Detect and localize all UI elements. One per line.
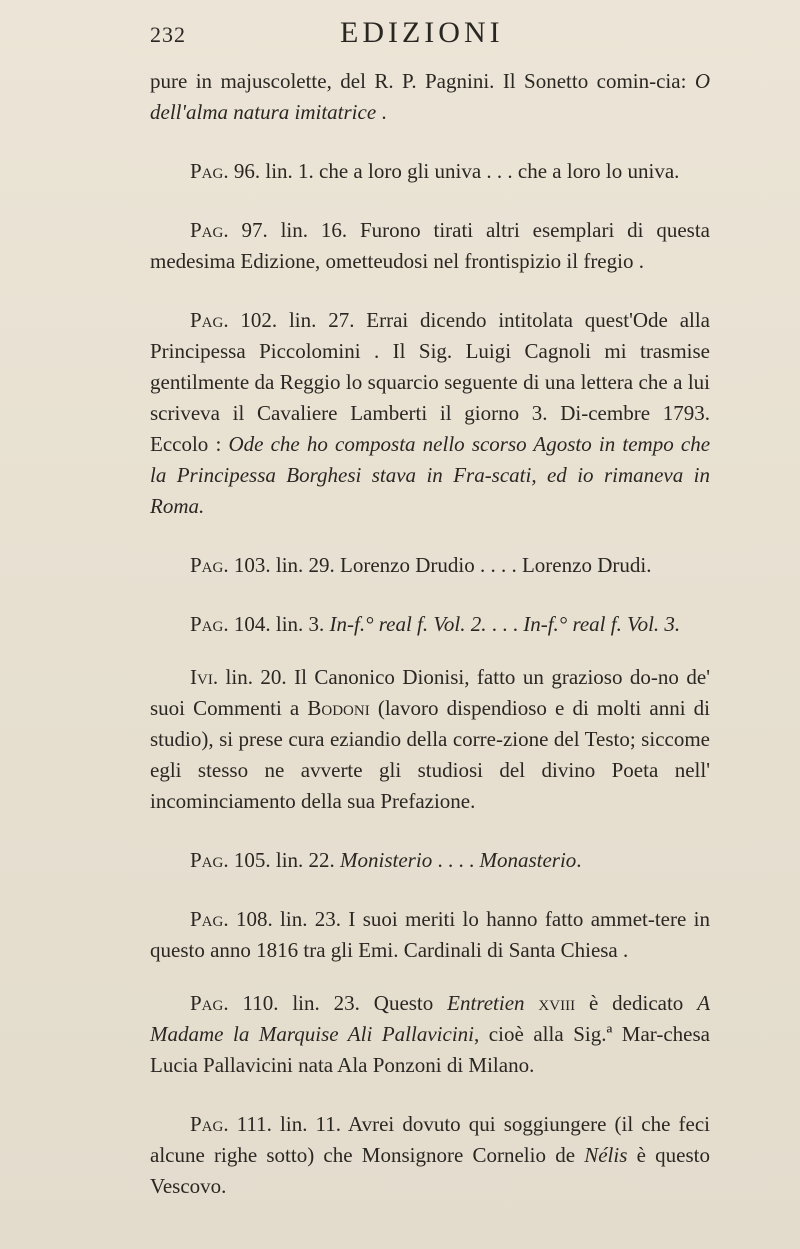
page-reference-label: Pag (190, 308, 224, 332)
text-segment: . 111. lin. 11. Avrei dovuto qui soggiungere (il che feci alcune righe sotto) che Monsignore Cornelio de (150, 1112, 710, 1167)
text-segment: , cioè alla Sig.ª Mar-chesa Lucia Pallavicini nata Ala Ponzoni di Milano. (150, 1022, 710, 1077)
text-segment: . . . . (432, 848, 480, 872)
text-segment: . 102. lin. 27. Errai dicendo intitolata quest'Ode alla Principessa Piccolomini . Il Sig. Luigi Cagnoli mi trasmise gentilmente da Reggio lo squarcio seguente di una lettera che a lui scriveva il Cavaliere Lamberti il giorno 3. Di-cembre 1793. Eccolo : (150, 308, 710, 456)
text-segment: . 97. lin. 16. Furono tirati altri esemplari di questa medesima Edizione, ometteudosi nel frontispizio il fregio . (150, 218, 710, 273)
italic-incipit: O dell'alma natura imitatrice (150, 69, 710, 124)
page-reference-label: Pag (190, 553, 224, 577)
page-header (150, 16, 710, 56)
erratum-entry (150, 550, 710, 581)
text-segment: . (376, 100, 387, 124)
text-segment: pure in majuscolette, del R. P. Pagnini. Il Sonetto comin-cia: (150, 69, 695, 93)
page-number: 232 (150, 22, 186, 47)
text-segment: . 104. lin. 3. (223, 612, 330, 636)
page-reference-label: Pag (190, 907, 224, 931)
italic-name: Nélis (584, 1143, 628, 1167)
text-segment: . lin. 20. Il Canonico Dionisi, fatto un grazioso do-no de' suoi Commenti a (150, 665, 710, 720)
blank-page-area (0, 880, 800, 1249)
erratum-entry (150, 215, 710, 277)
text-segment: . 110. lin. 23. Questo (223, 991, 448, 1015)
italic-text: Monisterio (340, 848, 433, 872)
page-reference-label: Pag (190, 991, 224, 1015)
page-reference-label: Pag (190, 612, 224, 636)
text-segment: . 105. lin. 22. (223, 848, 341, 872)
smallcaps-name: Bodoni (307, 696, 370, 720)
text-segment: . (576, 848, 582, 872)
text-segment: . 103. lin. 29. Lorenzo Drudio . . . . Lorenzo Drudi. (223, 553, 652, 577)
italic-dedication: A Madame la Marquise Ali Pallavicini (150, 991, 711, 1046)
italic-text: Monasterio (479, 848, 577, 872)
page-reference-label: Pag (190, 218, 224, 242)
paragraph (150, 66, 710, 128)
italic-quotation: Ode che ho composta nello scorso Agosto in tempo che la Principessa Borghesi stava in Fra-scati, ed io rimaneva in Roma. (150, 432, 711, 518)
text-segment: . 108. lin. 23. I suoi meriti lo hanno fatto ammet-tere in questo anno 1816 tra gli Emi. Cardinali di Santa Chiesa . (150, 907, 710, 962)
page-reference-label: Pag (190, 159, 224, 183)
text-segment: . 96. lin. 1. che a loro gli univa . . . che a loro lo univa. (223, 159, 680, 183)
text-segment: è questo Vescovo. (150, 1143, 710, 1198)
page-reference-label: Pag (190, 1112, 224, 1136)
roman-numeral: xviii (524, 991, 576, 1015)
italic-text: In-f.° real f. Vol. 2. (329, 612, 487, 636)
page-reference-label: Pag (190, 848, 224, 872)
erratum-entry (150, 156, 710, 187)
erratum-entry (150, 845, 710, 876)
erratum-entry (150, 609, 710, 640)
italic-text: In-f.° real f. Vol. 3. (523, 612, 681, 636)
italic-text: Entretien (447, 991, 525, 1015)
erratum-entry (150, 662, 710, 817)
text-segment: (lavoro dispendioso e di molti anni di studio), si prese cura eziandio della corre-zione del Testo; siccome egli stesso ne avverte gli studiosi del divino Poeta nell' incominciamento della sua Prefazione. (150, 696, 710, 813)
page-reference-label: Ivi (190, 665, 213, 689)
erratum-entry (150, 305, 710, 522)
text-segment: è dedicato (575, 991, 698, 1015)
running-title: EDIZIONI (340, 16, 504, 49)
text-segment: . . . (486, 612, 524, 636)
